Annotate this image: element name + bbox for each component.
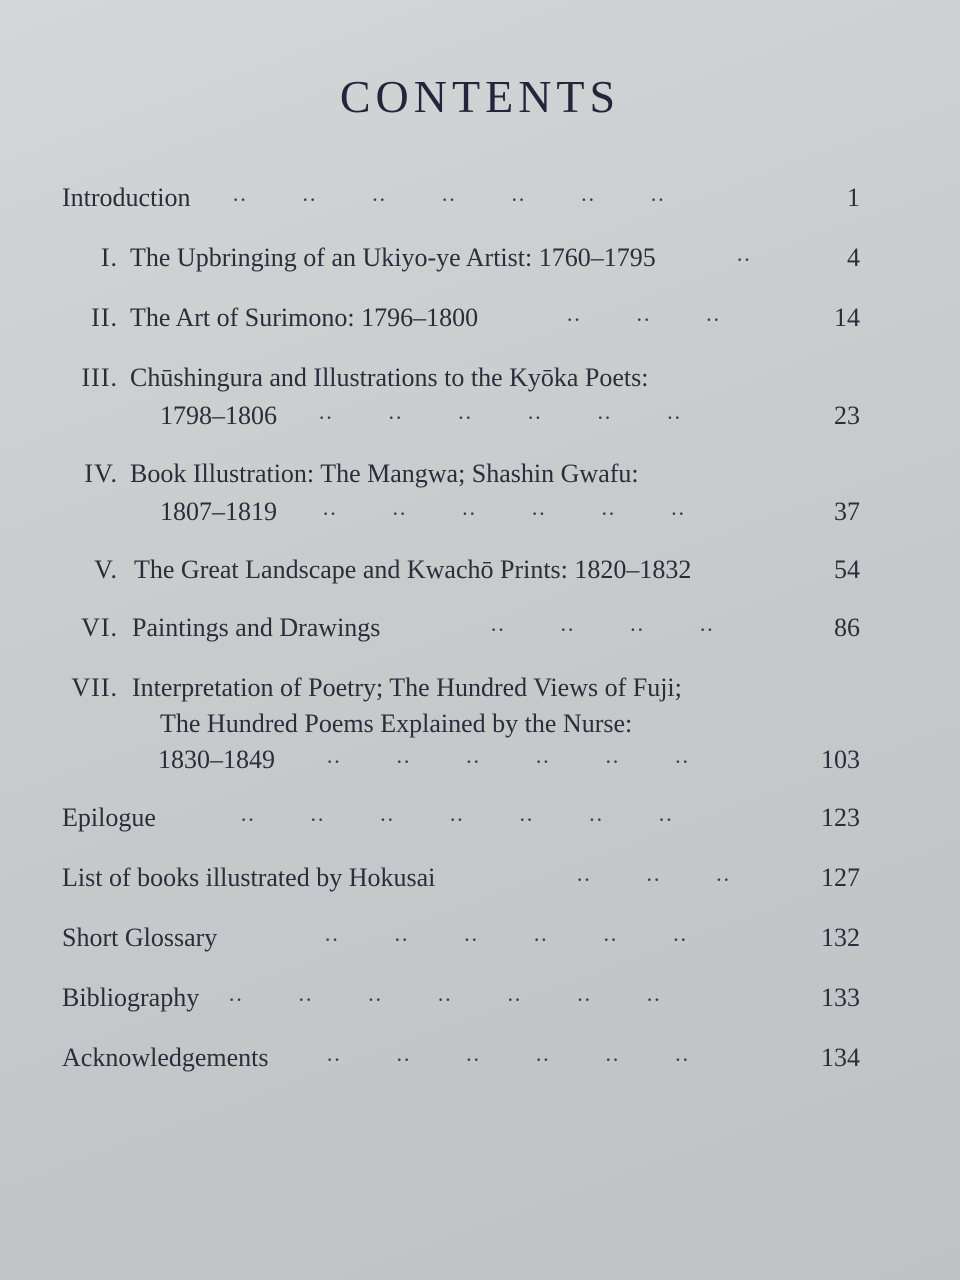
toc-page-number: 1 — [847, 183, 860, 212]
dot-leader: ·· ·· ·· — [566, 307, 720, 332]
toc-entry-label-continued: The Hundred Poems Explained by the Nurse: — [160, 709, 633, 738]
toc-entry-label: Paintings and Drawings — [132, 613, 381, 642]
toc-page-number: 86 — [834, 613, 860, 642]
toc-entry-label: The Upbringing of an Ukiyo-ye Artist: 1760–1795 — [130, 243, 656, 272]
toc-page-number: 54 — [834, 555, 860, 584]
toc-entry-label-continued: 1807–1819 — [160, 497, 277, 526]
toc-entry-label: Bibliography — [62, 983, 200, 1012]
dot-leader: ·· ·· ·· ·· ·· ·· — [326, 1047, 689, 1072]
chapter-numeral: I. — [100, 243, 118, 272]
toc-entry-label: Acknowledgements — [62, 1043, 269, 1072]
page-title: CONTENTS — [339, 71, 621, 122]
toc-page-number: 37 — [834, 497, 860, 526]
toc-page-number: 14 — [834, 303, 860, 332]
toc-entry-label-continued: 1798–1806 — [160, 401, 277, 430]
chapter-numeral: VI. — [81, 613, 118, 642]
dot-leader: ·· ·· ·· ·· ·· ·· ·· — [228, 987, 661, 1012]
chapter-numeral: III. — [81, 363, 118, 392]
chapter-numeral: VII. — [71, 673, 118, 702]
toc-entry-label: The Art of Surimono: 1796–1800 — [130, 303, 479, 332]
toc-page-number: 133 — [821, 983, 860, 1012]
chapter-numeral: IV. — [84, 459, 118, 488]
chapter-numeral: II. — [91, 303, 118, 332]
toc-page-number: 134 — [821, 1043, 860, 1072]
toc-page-number: 132 — [821, 923, 860, 952]
toc-entry-label: Interpretation of Poetry; The Hundred Views of Fuji; — [132, 673, 682, 702]
dot-leader: ·· ·· ·· ·· ·· ·· — [322, 501, 685, 526]
toc-page-number: 127 — [821, 863, 860, 892]
chapter-numeral: V. — [94, 555, 118, 584]
dot-leader: ·· — [736, 247, 751, 272]
toc-entry-label: Introduction — [62, 183, 191, 212]
toc-entry-label: Epilogue — [62, 803, 156, 832]
dot-leader: ·· ·· ·· ·· ·· ·· — [326, 749, 689, 774]
dot-leader: ·· ·· ·· — [576, 867, 730, 892]
toc-page-number: 4 — [847, 243, 860, 272]
dot-leader: ·· ·· ·· ·· ·· ·· ·· — [232, 187, 665, 212]
toc-page-number: 23 — [834, 401, 860, 430]
dot-leader: ·· ·· ·· ·· ·· ·· — [318, 405, 681, 430]
dot-leader: ·· ·· ·· ·· ·· ·· ·· — [240, 807, 673, 832]
toc-entry-label-continued: 1830–1849 — [158, 745, 275, 774]
dot-leader: ·· ·· ·· ·· ·· ·· — [324, 927, 687, 952]
toc-page-number: 123 — [821, 803, 860, 832]
toc-page-number: 103 — [821, 745, 860, 774]
toc-entry-label: The Great Landscape and Kwachō Prints: 1820–1832 — [134, 555, 692, 584]
toc-entry-label: Chūshingura and Illustrations to the Kyōka Poets: — [130, 363, 649, 392]
toc-entry-label: List of books illustrated by Hokusai — [62, 863, 436, 892]
toc-entry-label: Book Illustration: The Mangwa; Shashin Gwafu: — [130, 459, 639, 488]
dot-leader: ·· ·· ·· ·· — [490, 617, 714, 642]
toc-entry-label: Short Glossary — [62, 923, 218, 952]
